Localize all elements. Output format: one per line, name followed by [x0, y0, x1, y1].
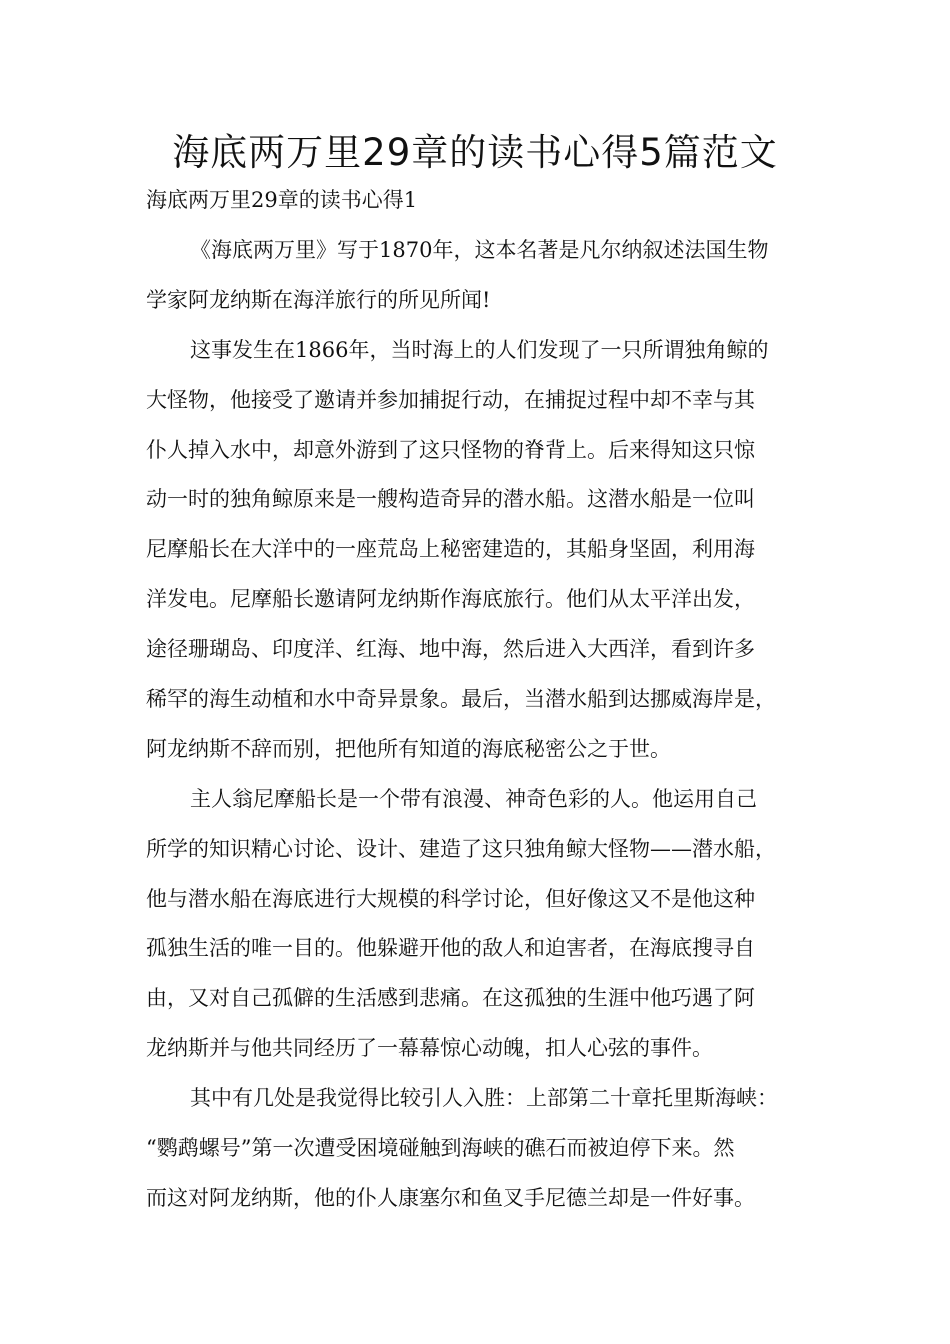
text-line: 途径珊瑚岛、印度洋、红海、地中海，然后进入大西洋，看到许多	[146, 637, 755, 662]
document-title: 海底两万里29章的读书心得5篇范文	[172, 131, 778, 174]
text-line: 仆人掉入水中，却意外游到了这只怪物的脊背上。后来得知这只惊	[146, 437, 755, 462]
text-line: 龙纳斯并与他共同经历了一幕幕惊心动魄，扣人心弦的事件。	[146, 1036, 713, 1061]
text-line: 学家阿龙纳斯在海洋旅行的所见所闻!	[146, 287, 491, 312]
text-line: “鹦鹉螺号”第一次遭受困境碰触到海峡的礁石而被迫停下来。然	[146, 1136, 735, 1161]
text-line: 动一时的独角鲸原来是一艘构造奇异的潜水船。这潜水船是一位叫	[146, 487, 755, 512]
text-line: 尼摩船长在大洋中的一座荒岛上秘密建造的，其船身坚固，利用海	[146, 537, 755, 562]
text-line: 孤独生活的唯一目的。他躲避开他的敌人和迫害者，在海底搜寻自	[146, 936, 755, 961]
text-line: 而这对阿龙纳斯，他的仆人康塞尔和鱼叉手尼德兰却是一件好事。	[146, 1185, 755, 1210]
text-line: 这事发生在1866年，当时海上的人们发现了一只所谓独角鲸的	[190, 337, 769, 362]
text-line: 阿龙纳斯不辞而别，把他所有知道的海底秘密公之于世。	[146, 736, 671, 761]
text-line: 洋发电。尼摩船长邀请阿龙纳斯作海底旅行。他们从太平洋出发，	[146, 587, 755, 612]
text-line: 大怪物，他接受了邀请并参加捕捉行动，在捕捉过程中却不幸与其	[146, 387, 755, 412]
text-line: 他与潜水船在海底进行大规模的科学讨论，但好像这又不是他这种	[146, 886, 755, 911]
text-line: 《海底两万里》写于1870年，这本名著是凡尔纳叙述法国生物	[190, 238, 769, 262]
text-line: 由，又对自己孤僻的生活感到悲痛。在这孤独的生涯中他巧遇了阿	[146, 986, 755, 1011]
text-line: 所学的知识精心讨论、设计、建造了这只独角鲸大怪物——潜水船，	[146, 836, 776, 861]
text-line: 其中有几处是我觉得比较引人入胜：上部第二十章托里斯海峡：	[190, 1086, 778, 1111]
section-heading: 海底两万里29章的读书心得1	[146, 188, 418, 212]
text-line: 主人翁尼摩船长是一个带有浪漫、神奇色彩的人。他运用自己	[190, 786, 757, 811]
text-line: 稀罕的海生动植和水中奇异景象。最后，当潜水船到达挪威海岸是，	[146, 687, 776, 712]
document-body	[146, 234, 826, 1232]
